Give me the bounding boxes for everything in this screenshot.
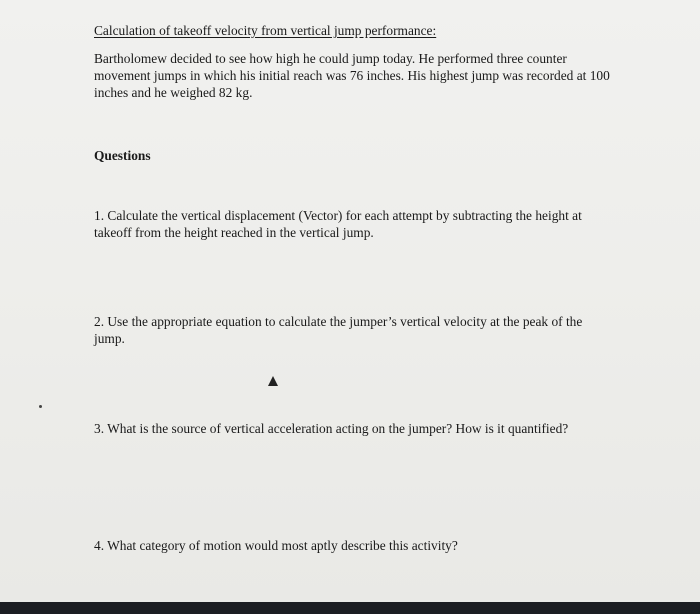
- document-title: Calculation of takeoff velocity from vertical jump performance:: [94, 23, 437, 38]
- bottom-bezel: [0, 602, 700, 614]
- mouse-cursor-icon: [268, 376, 278, 386]
- questions-heading: Questions: [94, 148, 151, 163]
- document-content: [94, 22, 654, 554]
- question-4: 4. What category of motion would most aptly describe this activity?: [94, 538, 458, 553]
- intro-paragraph: Bartholomew decided to see how high he could jump today. He performed three counter movement jumps in which his initial reach was 76 inches. His highest jump was recorded at 100 inches and he weighed 82 kg.: [94, 51, 610, 100]
- question-1: 1. Calculate the vertical displacement (Vector) for each attempt by subtracting the height at takeoff from the height reached in the vertical jump.: [94, 208, 582, 240]
- question-3: 3. What is the source of vertical acceleration acting on the jumper? How is it quantified?: [94, 421, 569, 436]
- question-2: 2. Use the appropriate equation to calculate the jumper’s vertical velocity at the peak of the jump.: [94, 314, 583, 346]
- stray-dot: [39, 405, 42, 408]
